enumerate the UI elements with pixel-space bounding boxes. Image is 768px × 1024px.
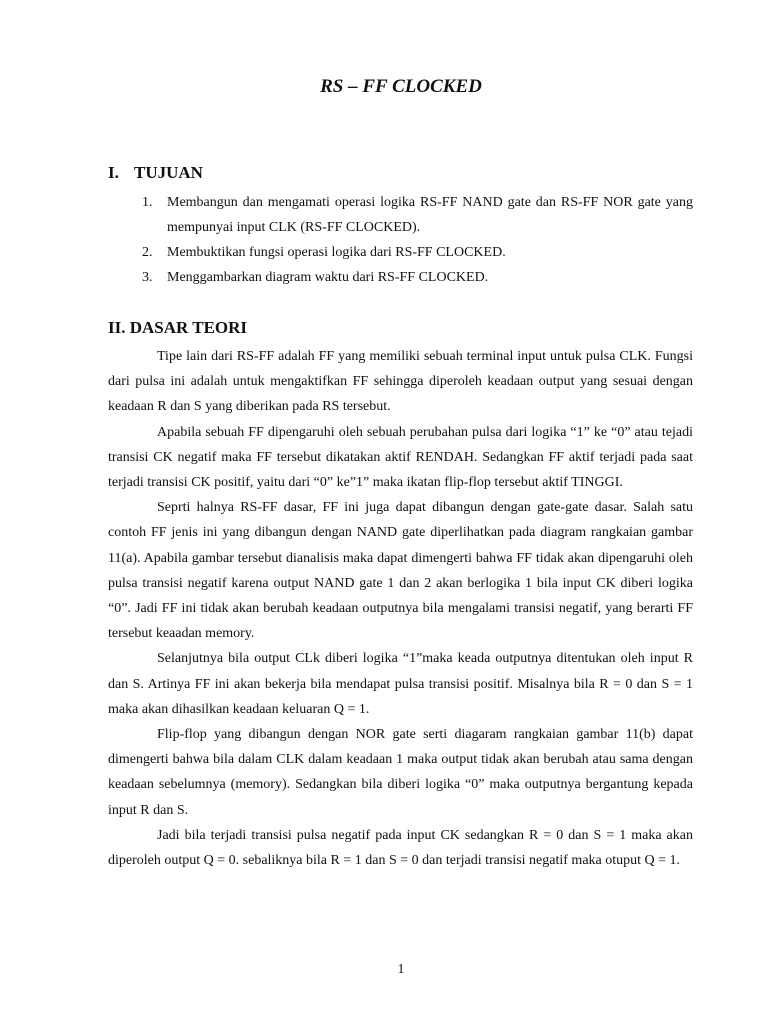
paragraph: Seprti halnya RS-FF dasar, FF ini juga dapat dibangun dengan gate-gate dasar. Salah satu contoh FF jenis ini yang dibangun dengan NAND gate diperlihatkan pada diagram rangkaian gambar 11(a). Apabila gambar tersebut dianalisis maka dapat dimengerti bahwa FF tidak akan dipengaruhi oleh pulsa transisi negatif karena output NAND gate 1 dan 2 akan berlogika 1 bila input CK diberi logika “0”. Jadi FF ini tidak akan berubah keadaan outputnya bila mengalami transisi negatif, yang berarti FF tersebut keaadan memory. — [108, 500, 693, 642]
list-item-text: Menggambarkan diagram waktu dari RS-FF CLOCKED. — [167, 270, 489, 285]
paragraph: Apabila sebuah FF dipengaruhi oleh sebuah perubahan pulsa dari logika “1” ke “0” atau tejadi transisi CK negatif maka FF tersebut dikatakan aktif RENDAH. Sedangkan FF aktif terjadi pada saat terjadi transisi CK positif, yaitu dari “0” ke”1” maka ikatan flip-flop tersebut aktif TINGGI. — [108, 424, 693, 491]
list-item-text: Membuktikan fungsi operasi logika dari RS-FF CLOCKED. — [167, 245, 506, 260]
paragraph: Tipe lain dari RS-FF adalah FF yang memiliki sebuah terminal input untuk pulsa CLK. Fungsi dari pulsa ini adalah untuk mengaktifkan FF sehingga diperoleh keadaan output yang sesuai dengan keadaan R dan S yang diberikan pada RS tersebut. — [108, 349, 693, 415]
goal-list — [142, 190, 693, 290]
paragraph: Flip-flop yang dibangun dengan NOR gate serti diagaram rangkaian gambar 11(b) dapat dimengerti bahwa bila dalam CLK dalam keadaan 1 maka output tidak akan berubah atau sama dengan keadaan sebelumnya (memory). Sedangkan bila diberi logika “0” maka outputnya bergantung kepada input R dan S. — [108, 727, 693, 818]
list-item — [142, 240, 693, 265]
page-number: 1 — [397, 962, 405, 977]
list-item — [142, 190, 693, 240]
section-heading-dasar-teori: II. DASAR TEORI — [108, 318, 248, 337]
document-title: RS – FF CLOCKED — [320, 76, 482, 97]
section-number: I. — [108, 163, 119, 182]
list-marker: 2. — [142, 245, 153, 260]
paragraph: Selanjutnya bila output CLk diberi logika “1”maka keada outputnya ditentukan oleh input R dan S. Artinya FF ini akan bekerja bila mendapat pulsa transisi positif. Misalnya bila R = 0 dan S = 1 maka akan dihasilkan keadaan keluaran Q = 1. — [108, 651, 693, 717]
list-marker: 3. — [142, 270, 153, 285]
list-item — [142, 265, 693, 290]
section-title: TUJUAN — [134, 163, 203, 182]
paragraph: Jadi bila terjadi transisi pulsa negatif pada input CK sedangkan R = 0 dan S = 1 maka akan diperoleh output Q = 0. sebaliknya bila R = 1 dan S = 0 dan terjadi transisi negatif maka otuput Q = 1. — [108, 827, 693, 869]
list-marker: 1. — [142, 195, 153, 210]
list-item-text: Membangun dan mengamati operasi logika RS-FF NAND gate dan RS-FF NOR gate yang mempunyai input CLK (RS-FF CLOCKED). — [167, 195, 693, 235]
theory-body — [108, 344, 693, 873]
section-heading-tujuan — [108, 163, 203, 183]
